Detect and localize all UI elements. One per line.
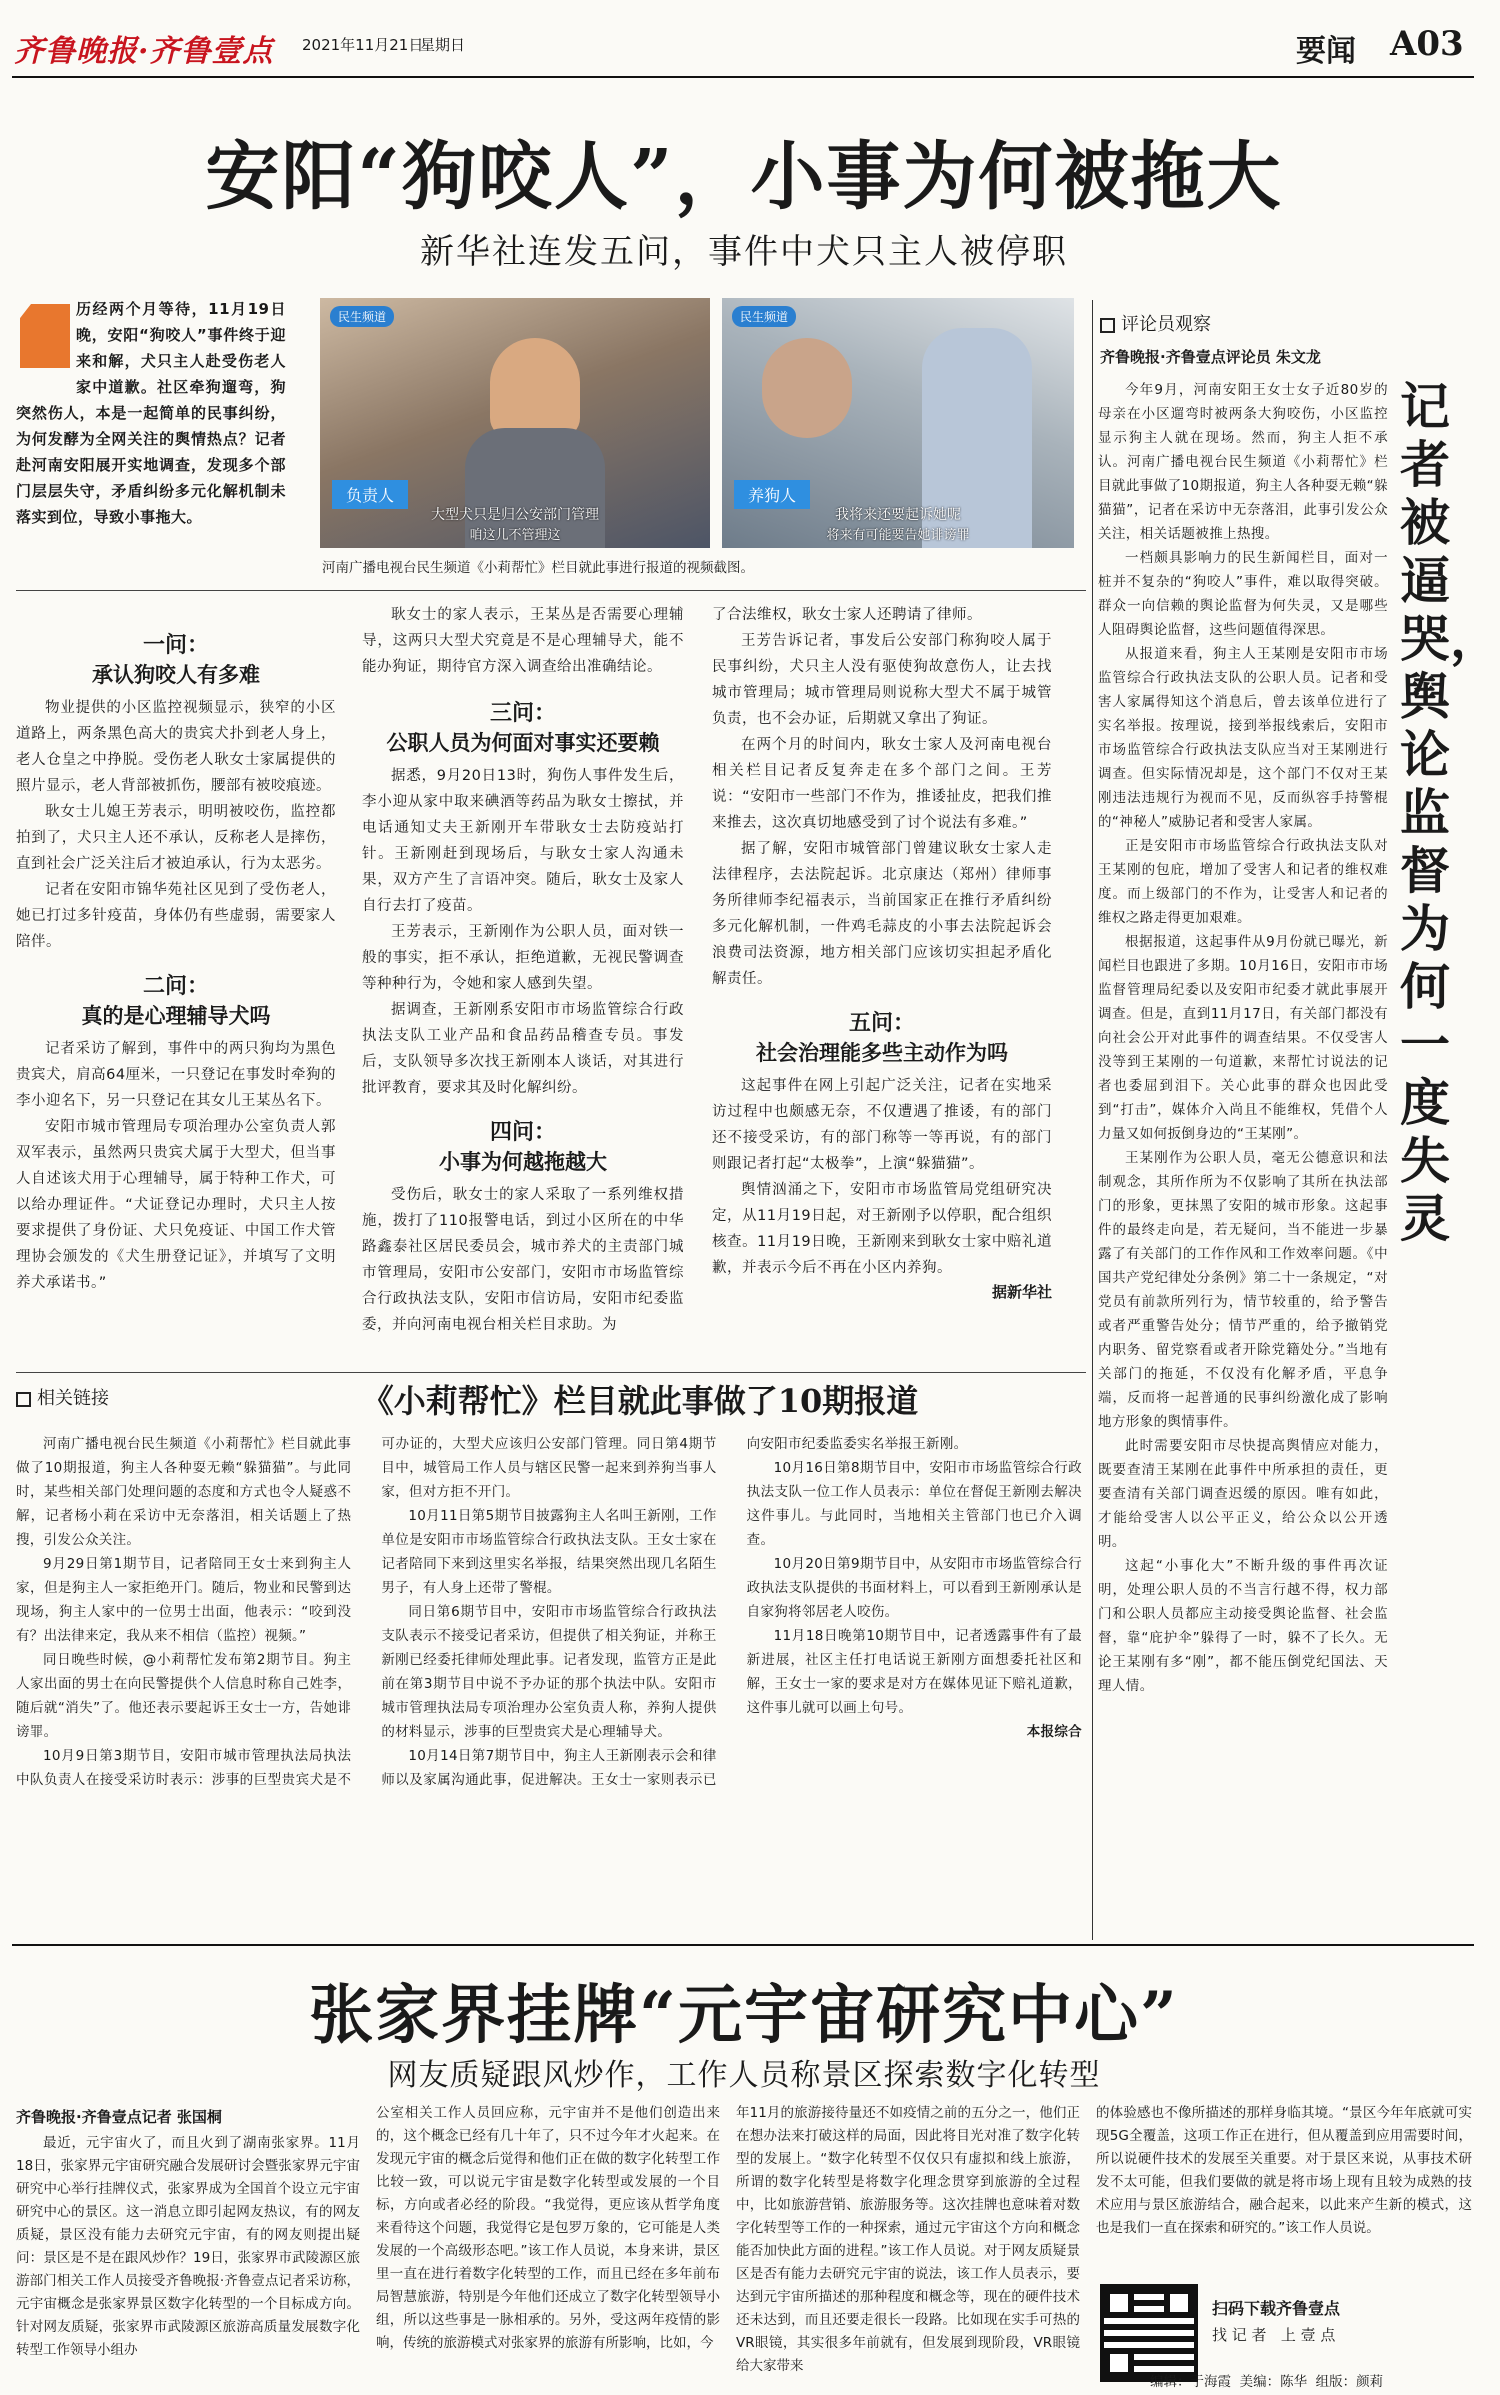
paragraph: 受伤后，耿女士的家人采取了一系列维权措施，拨打了110报警电话，到过小区所在的中华路鑫泰社区居民委员会，城市养犬的主责部门城市管理局，安阳市公安部门，安阳市市场监管综合行政执法支队，安阳市信访局，安阳市纪委监委，并向河南电视台相关栏目求助。为 xyxy=(362,1187,684,1333)
channel-logo-1: 民生频道 xyxy=(330,306,394,327)
editor-credits: 编辑：于海霞 美编：陈华 组版：颜莉 xyxy=(1150,2374,1384,2390)
article1-column-3 xyxy=(712,602,1052,1302)
paragraph: 同日第6期节目中，安阳市市场监管综合行政执法支队表示不接受记者采访，但提供了相关狗证，并称王新刚已经委托律师处理此事。记者发现，监管方正是此前在第3期节目中说不予办证的那个执法中队。安阳市城市管理执法局专项治理办公室负责人称，养狗人提供的材料显示，涉事的巨型贵宾犬是心理辅导犬。 xyxy=(381,1604,717,1740)
paragraph: 据了解，安阳市城管部门曾建议耿女士家人走法律程序，去法院起诉。北京康达（郑州）律师事务所律师李纪福表示，当前国家正在推行矛盾纠纷多元化解机制，一件鸡毛蒜皮的小事去法院起诉会浪费司法资源，地方相关部门应该切实担起矛盾化解责任。 xyxy=(712,841,1052,987)
column-3-body xyxy=(712,602,1052,992)
article2-byline: 齐鲁晚报·齐鲁壹点记者 张国桐 xyxy=(16,2108,222,2126)
article2-rule xyxy=(12,1944,1474,1946)
channel-logo-2: 民生频道 xyxy=(732,306,796,327)
article1-column-2 xyxy=(362,602,684,1338)
question-3-title: 公职人员为何面对事实还要赖 xyxy=(386,731,660,755)
paragraph: 据调查，王新刚系安阳市市场监管综合行政执法支队工业产品和食品药品稽查专员。事发后，支队领导多次找王新刚本人谈话，对其进行批评教育，要求其及时化解纠纷。 xyxy=(362,1002,684,1096)
commentary-tag-label: 评论员观察 xyxy=(1121,314,1211,335)
paragraph: 10月9日第3期节目，安阳市城市管理执法局执法中队负责人在接受采访时表示：涉事的巨型贵宾犬是不可办证的，大型犬应该归公安部门管理。同日第4期节目中，城管局工作人员与辖区民警一起来到养狗当事人家，但对方拒不开门。 xyxy=(16,1436,717,1788)
person-figure-2 xyxy=(762,338,852,438)
paragraph: 舆情汹涌之下，安阳市市场监管局党组研究决定，从11月19日起，对王新刚予以停职，配合组织核查。11月19日晚，王新刚来到耿女士家中赔礼道歉，并表示今后不再在小区内养狗。 xyxy=(712,1182,1052,1276)
commentary-tag xyxy=(1100,310,1211,336)
paragraph: 耿女士的家人表示，王某丛是否需要心理辅导，这两只大型犬究竟是不是心理辅导犬，能不能办狗证，期待官方深入调查给出准确结论。 xyxy=(362,607,684,675)
question-1-body xyxy=(16,695,336,955)
column-2-intro xyxy=(362,602,684,680)
paragraph: 安阳市城市管理局专项治理办公室负责人郭双军表示，虽然两只贵宾犬属于大型犬，但当事人自述该犬用于心理辅导，属于特种工作犬，可以给办理证件。“犬证登记办理时，犬只主人按要求提供了身份证、犬只免疫证、中国工作犬管理协会颁发的《犬生册登记证》，并填写了文明养犬承诺书。” xyxy=(16,1119,336,1291)
subtitle-line-2b: 将来有可能要告她诽谤罪 xyxy=(826,528,970,543)
article2-subtitle: 网友质疑跟风炒作，工作人员称景区探索数字化转型 xyxy=(387,2058,1101,2093)
qr-caption-2: 找 记 者 上 壹 点 xyxy=(1212,2326,1336,2344)
question-2-heading xyxy=(16,969,336,1030)
question-1-heading xyxy=(16,628,336,689)
question-5-number: 五问： xyxy=(848,1011,915,1036)
paragraph: 10月20日第9期节目中，从安阳市市场监管综合行政执法支队提供的书面材料上，可以看到王新刚承认是自家狗将邻居老人咬伤。 xyxy=(746,1556,1082,1620)
related-tag-label: 相关链接 xyxy=(37,1388,109,1409)
paragraph: 物业提供的小区监控视频显示，狭窄的小区道路上，两条黑色高大的贵宾犬扑到老人身上，老人仓皇之中挣脱。受伤老人耿女士家属提供的照片显示，老人背部被抓伤，腰部有被咬痕迹。 xyxy=(16,700,336,794)
question-5-heading xyxy=(712,1006,1052,1067)
commentary-byline: 齐鲁晚报·齐鲁壹点评论员 朱文龙 xyxy=(1100,348,1321,366)
question-3-body xyxy=(362,763,684,1101)
tag-box-icon xyxy=(16,1392,31,1407)
article1-subtitle: 新华社连发五问，事件中犬只主人被停职 xyxy=(420,232,1068,272)
qr-finder-tl xyxy=(1104,2288,1134,2318)
article2-column-2: 公室相关工作人员回应称，元宇宙并不是他们创造出来的，这个概念已经有几十年了，只不过今年才火起来。在发现元宇宙的概念后觉得和他们正在做的数字化转型工作比较一致，可以说元宇宙是数字化转型或发展的一个目标，方向或者必经的阶段。“我觉得，更应该从哲学角度来看待这个问题，我觉得它是包罗万象的，它可能是人类发展的一个高级形态吧。”该工作人员说，本身来讲，景区里一直在进行着数字化转型的工作，而且已经在多年前布局智慧旅游，特别是今年他们还成立了数字化转型领导小组，所以这些事是一脉相承的。另外，受这两年疫情的影响，传统的旅游模式对张家界的旅游有所影响，比如，今 xyxy=(376,2105,720,2351)
paragraph: 在两个月的时间内，耿女士家人及河南电视台相关栏目记者反复奔走在多个部门之间。王芳说：“安阳市一些部门不作为，推诿扯皮，把我们推来推去，这次真切地感受到了讨个说法有多难。” xyxy=(712,737,1052,831)
article1-source: 据新华社 xyxy=(991,1283,1052,1301)
paragraph: 记者采访了解到，事件中的两只狗均为黑色贵宾犬，肩高64厘米，一只登记在事发时牵狗的李小迎名下，另一只登记在其女儿王某丛名下。 xyxy=(16,1041,336,1109)
paragraph: 王芳告诉记者，事发后公安部门称狗咬人属于民事纠纷，犬只主人没有驱使狗故意伤人，让去找城市管理局；城市管理局则说称大型犬不属于城管负责，也不会办证，后期就又拿出了狗证。 xyxy=(712,633,1052,727)
question-1-title: 承认狗咬人有多难 xyxy=(92,663,260,687)
question-2-body xyxy=(16,1036,336,1296)
subtitle-line-2a: 我将来还要起诉她呢 xyxy=(835,507,961,523)
issue-date: 2021年11月21日 xyxy=(302,36,424,54)
commentary-headline: 记者被逼哭，舆论监督为何一度失灵 xyxy=(1400,377,1500,1248)
paragraph: 了合法维权，耿女士家人还聘请了律师。 xyxy=(712,607,982,623)
paragraph: 11月18日晚第10期节目中，记者透露事件有了最新进展，社区主任打电话说王新刚方面想委托社区和解，王女士一家的要求是对方在媒体见证下赔礼道歉，这件事儿就可以画上句号。 xyxy=(746,1628,1082,1716)
article2-title: 张家界挂牌“元宇宙研究中心” xyxy=(309,1978,1179,2053)
tag-box-icon xyxy=(1100,318,1115,333)
paragraph: 10月16日第8期节目中，安阳市市场监管综合行政执法支队一位工作人员表示：单位在督促王新刚去解决这件事儿。与此同时，当地相关主管部门也已介入调查。 xyxy=(746,1460,1082,1548)
subtitle-line-1a: 大型犬只是归公安部门管理 xyxy=(431,507,599,523)
paragraph: 此时需要安阳市尽快提高舆情应对能力，既要查清王某刚在此事件中所承担的责任，更要查清有关部门调查迟缓的原因。唯有如此，才能给受害人以公平正义，给公众以公开透明。 xyxy=(1098,1438,1388,1550)
paragraph: 耿女士儿媳王芳表示，明明被咬伤，监控都拍到了，犬只主人还不承认，反称老人是摔伤，直到社会广泛关注后才被迫承认，行为太恶劣。 xyxy=(16,804,336,872)
related-source: 本报综合 xyxy=(1026,1724,1082,1740)
qr-caption-1: 扫码下载齐鲁壹点 xyxy=(1212,2299,1341,2318)
qr-finder-tr xyxy=(1164,2288,1194,2318)
commentary-body xyxy=(1098,378,1388,1930)
name-tag-2: 养狗人 xyxy=(734,480,810,509)
question-4-title: 小事为何越拖越大 xyxy=(439,1150,607,1174)
related-rule xyxy=(16,1372,1086,1373)
paragraph: 从报道来看，狗主人王某刚是安阳市市场监管综合行政执法支队的公职人员。记者和受害人家属得知这个消息后，曾去该单位进行了实名举报。按理说，接到举报线索后，安阳市市场监管综合行政执法支队应当对王某刚进行调查。但实际情况却是，这个部门不仅对王某刚违法违规行为视而不见，反而纵容手持警棍的“神秘人”威胁记者和受害人家属。 xyxy=(1098,646,1388,830)
paragraph: 同日晚些时候，@小莉帮忙发布第2期节目。狗主人家出面的男士在向民警提供个人信息时称自己姓李，随后就“消失”了。他还表示要起诉王女士一方，告她诽谤罪。 xyxy=(16,1652,352,1740)
paragraph: 这起事件在网上引起广泛关注，记者在实地采访过程中也颇感无奈，不仅遭遇了推诿，有的部门还不接受采访，有的部门称等一等再说，有的部门则跟记者打起“太极拳”，上演“躲猫猫”。 xyxy=(712,1078,1052,1172)
paragraph: 9月29日第1期节目，记者陪同王女士来到狗主人家，但是狗主人一家拒绝开门。随后，物业和民警到达现场，狗主人家中的一位男士出面，他表示：“咬到没有？出法律来定，我从来不相信（监控）视频。” xyxy=(16,1556,352,1644)
article2-column-4: 的体验感也不像所描述的那样身临其境。“景区今年年底就可实现5G全覆盖，这项工作正在进行，但从覆盖到应用需要时间，所以说硬件技术的发展至关重要。对于景区来说，从事技术研发不太可能，但我们要做的就是将市场上现有且较为成熟的技术应用与景区旅游结合，融合起来，以此来产生新的模式，这也是我们一直在探索和研究的。”该工作人员说。 xyxy=(1096,2105,1472,2236)
paragraph: 据悉，9月20日13时，狗伤人事件发生后，李小迎从家中取来碘酒等药品为耿女士擦拭，并电话通知丈夫王新刚开车带耿女士去防疫站打针。王新刚赶到现场后，与耿女士家人沟通未果，双方产生了言语冲突。随后，耿女士及家人自行去打了疫苗。 xyxy=(362,768,684,914)
paragraph: 一档颇具影响力的民生新闻栏目，面对一桩并不复杂的“狗咬人”事件，难以取得突破。群众一向信赖的舆论监督为何失灵，又是哪些人阻碍舆论监督，这些问题值得深思。 xyxy=(1098,550,1388,638)
qr-code[interactable] xyxy=(1100,2284,1198,2382)
commentary-divider xyxy=(1092,300,1093,1940)
article1-title: 安阳“狗咬人”，小事为何被拖大 xyxy=(205,134,1283,220)
photo-caption: 河南广播电视台民生频道《小莉帮忙》栏目就此事进行报道的视频截图。 xyxy=(322,560,754,576)
question-2-number: 二问： xyxy=(142,974,209,999)
paragraph: 记者在安阳市锦华苑社区见到了受伤老人，她已打过多针疫苗，身体仍有些虚弱，需要家人陪伴。 xyxy=(16,882,336,950)
paragraph: 正是安阳市市场监管综合行政执法支队对王某刚的包庇，增加了受害人和记者的维权难度。而上级部门的不作为，让受害人和记者的维权之路走得更加艰难。 xyxy=(1098,838,1388,926)
paragraph: 10月14日第7期节目中，狗主人王新刚表示会和律师以及家属沟通此事，促进解决。王女士一家则表示已向安阳市纪委监委实名举报王新刚。 xyxy=(381,1436,968,1788)
related-tag xyxy=(16,1384,109,1410)
related-title: 《小莉帮忙》栏目就此事做了10期报道 xyxy=(361,1382,919,1420)
newspaper-logo: 齐鲁晚报·齐鲁壹点 xyxy=(14,34,274,69)
paragraph: 10月11日第5期节目披露狗主人名叫王新刚，工作单位是安阳市市场监管综合行政执法支队。王女士家在记者陪同下来到这里实名举报，结果突然出现几名陌生男子，有人身上还带了警棍。 xyxy=(381,1508,717,1596)
article2-column-3: 年11月的旅游接待量还不如疫情之前的五分之一，他们正在想办法来打破这样的局面，因此将目光对准了数字化转型的发展上。“数字化转型不仅仅只有虚拟和线上旅游，所谓的数字化转型是将数字化理念贯穿到旅游的全过程中，比如旅游营销、旅游服务等。这次挂牌也意味着对数字化转型等工作的一种探索，通过元宇宙这个方向和概念能否加快此方面的进程。”该工作人员说。对于网友质疑景区是否有能力去研究元宇宙的说法，该工作人员表示，要达到元宇宙所描述的那种程度和概念等，现在的硬件技术还未达到，而且还要走很长一段路。比如现在实手可热的VR眼镜，其实很多年前就有，但发展到现阶段，VR眼镜给大家带来 xyxy=(736,2105,1080,2374)
question-4-heading xyxy=(362,1115,684,1176)
name-tag-1: 负责人 xyxy=(332,480,408,509)
question-3-number: 三问： xyxy=(489,701,556,726)
question-1-number: 一问： xyxy=(142,633,209,658)
paragraph: 这起“小事化大”不断升级的事件再次证明，处理公职人员的不当言行越不得，权力部门和公职人员都应主动接受舆论监督、社会监督，靠“庇护伞”躲得了一时，躲不了长久。无论王某刚有多“刚”，都不能压倒党纪国法、天理人情。 xyxy=(1098,1558,1388,1694)
related-body xyxy=(16,1432,1082,1914)
question-5-body xyxy=(712,1073,1052,1281)
question-2-title: 真的是心理辅导犬吗 xyxy=(81,1004,271,1028)
question-5-title: 社会治理能多些主动作为吗 xyxy=(756,1041,1008,1065)
article1-lead: 历经两个月等待，11月19日晚，安阳“狗咬人”事件终于迎来和解，犬只主人赴受伤老人家中道歉。社区牵狗遛弯，狗突然伤人，本是一起简单的民事纠纷，为何发酵为全网关注的舆情热点？记者赴河南安阳展开实地调查，发现多个部门层层失守，矛盾纠纷多元化解机制未落实到位，导致小事拖大。 xyxy=(16,300,286,526)
question-3-heading xyxy=(362,696,684,757)
person-figure-1 xyxy=(490,338,580,438)
question-4-body xyxy=(362,1182,684,1338)
article2-column-1: 最近，元宇宙火了，而且火到了湖南张家界。11月18日，张家界元宇宙研究融合发展研讨会暨张家界元宇宙研究中心举行挂牌仪式，张家界成为全国首个设立元宇宙研究中心的景区。这一消息立即引起网友热议，有的网友质疑，景区没有能力去研究元宇宙，有的网友则提出疑问：景区是不是在跟风炒作？19日，张家界市武陵源区旅游部门相关工作人员接受齐鲁晚报·齐鲁壹点记者采访称，元宇宙概念是张家界景区数字化转型的一个目标成方向。针对网友质疑，张家界市武陵源区旅游高质量发展数字化转型工作领导小组办 xyxy=(16,2135,360,2358)
paragraph: 河南广播电视台民生频道《小莉帮忙》栏目就此事做了10期报道，狗主人各种耍无赖“躲猫猫”。与此同时，某些相关部门处理问题的态度和方式也令人疑惑不解，记者杨小莉在采访中无奈落泪，相关话题上了热搜，引发公众关注。 xyxy=(16,1436,352,1548)
section-name: 要闻 xyxy=(1296,34,1356,69)
lead-rule xyxy=(16,590,1086,591)
news-photo-2 xyxy=(722,298,1074,548)
paragraph: 根据报道，这起事件从9月份就已曝光，新闻栏目也跟进了多期。10月16日，安阳市市场监督管理局纪委以及安阳市纪委才就此事展开调查。但是，直到11月17日，有关部门都没有向社会公开对此事件的调查结果。不仅受害人没等到王某刚的一句道歉，来帮忙讨说法的记者也委屈到泪下。关心此事的群众也因此受到“打击”，媒体介入尚且不能维权，凭借个人力量又如何扳倒身边的“王某刚”。 xyxy=(1098,934,1388,1142)
paragraph: 今年9月，河南安阳王女士女子近80岁的母亲在小区遛弯时被两条大狗咬伤，小区监控显示狗主人就在现场。然而，狗主人拒不承认。河南广播电视台民生频道《小莉帮忙》栏目就此事做了10期报道，狗主人各种耍无赖“躲猫猫”，记者在采访中无奈落泪，此事引发公众关注，相关话题被推上热搜。 xyxy=(1098,382,1388,542)
header-rule xyxy=(12,76,1474,78)
question-4-number: 四问： xyxy=(489,1120,556,1145)
page-number: A03 xyxy=(1390,24,1464,64)
qr-finder-bl xyxy=(1104,2348,1134,2378)
subtitle-line-1b: 咱这儿不管理这 xyxy=(469,528,561,543)
issue-weekday: 星期日 xyxy=(420,36,466,54)
article1-column-1 xyxy=(16,608,336,1296)
news-photo-1 xyxy=(320,298,710,548)
paragraph: 王某刚作为公职人员，毫无公德意识和法制观念，其所作所为不仅影响了其所在执法部门的形象，更抹黑了安阳的城市形象。这起事件的最终走向是，若无疑问，当不能进一步暴露了有关部门的工作作风和工作效率问题。《中国共产党纪律处分条例》第二十一条规定，“对党员有前款所列行为，情节较重的，给予警告或者严重警告处分；情节严重的，给予撤销党内职务、留党察看或者开除党籍处分。”当地有关部门的拖延，不仅没有化解矛盾，平息争端，反而将一起普通的民事纠纷激化成了影响地方形象的舆情事件。 xyxy=(1098,1150,1388,1430)
paragraph: 王芳表示，王新刚作为公职人员，面对铁一般的事实，拒不承认，拒绝道歉，无视民警调查等种种行为，令她和家人感到失望。 xyxy=(362,924,684,992)
